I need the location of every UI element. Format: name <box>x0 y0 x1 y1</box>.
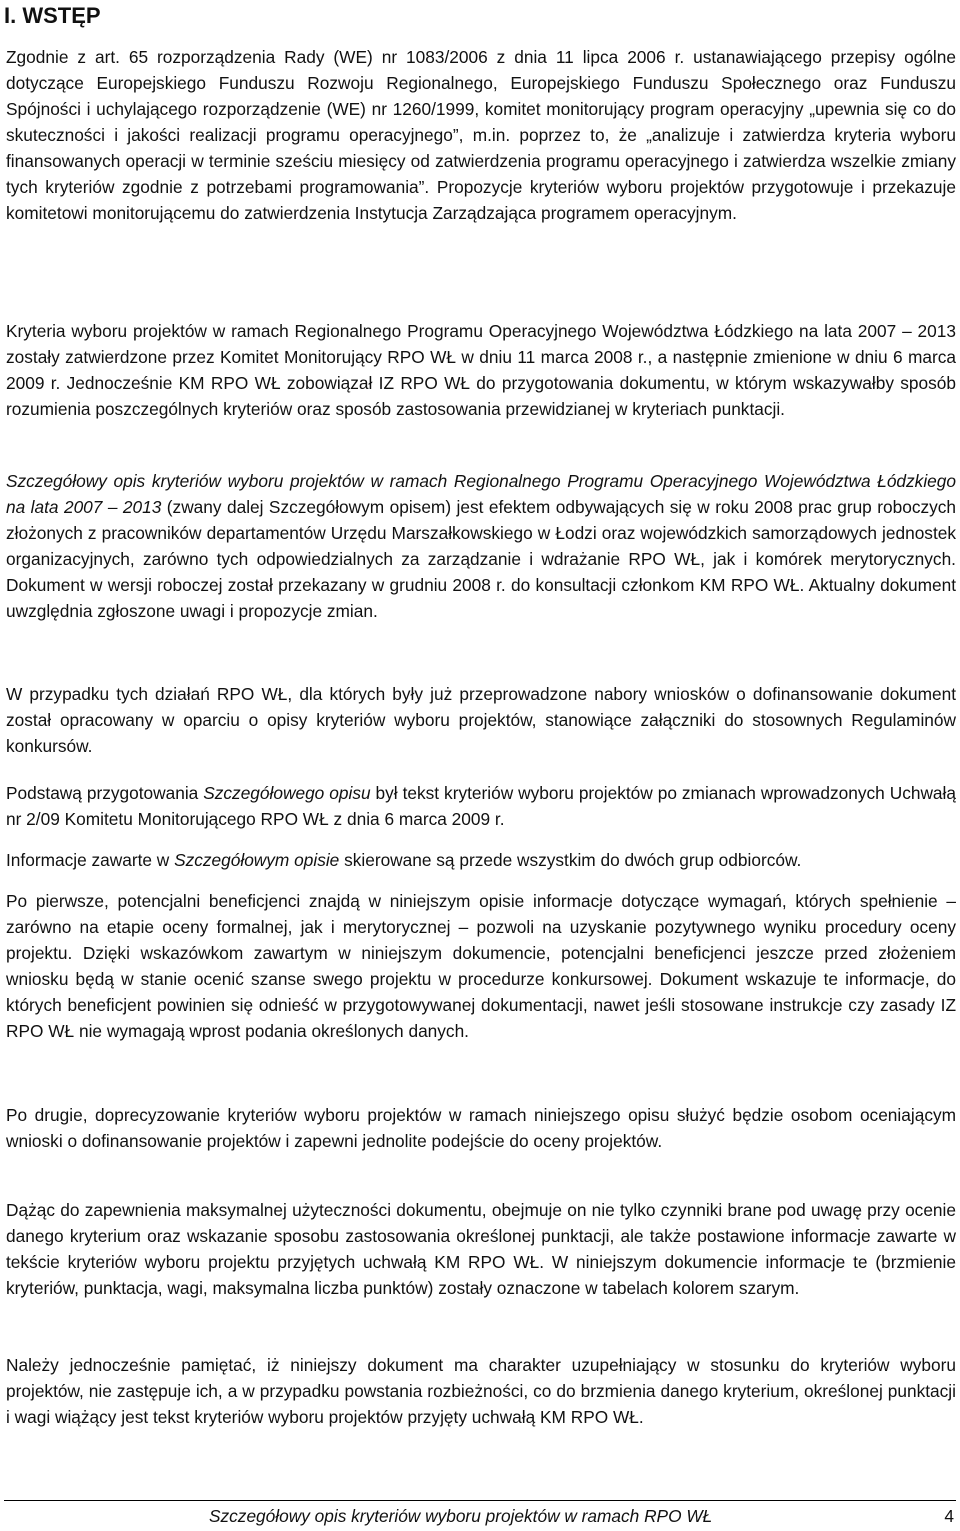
emphasis-text: Szczegółowego opisu <box>203 783 371 803</box>
paragraph-previous-calls: W przypadku tych działań RPO WŁ, dla których były już przeprowadzone nabory wniosków o dofinansowanie dokument został opracowany w oparciu o opisy kryteriów wyboru projektów, stanowiące załączniki do stosownych Regulaminów konkursów. <box>6 684 956 756</box>
paragraph-first-audience: Po pierwsze, potencjalni beneficjenci znajdą w niniejszym opisie informacje dotyczące wymagań, których spełnienie – zarówno na etapie oceny formalnej, jak i merytorycznej – pozwoli na uzyskanie pozytywnego wyniku procedury oceny projektu. Dzięki wskazówkom zawartym w niniejszym dokumencie, potencjalni beneficjenci jeszcze przed złożeniem wniosku będą w stanie ocenić szanse swego projektu w procedurze konkursowej. Dokument wskazuje te informacje, do których beneficjent powinien się odnieść w przygotowywanej dokumentacji, nawet jeśli stosowane instrukcje czy zasady IZ RPO WŁ nie wymagają wprost podania określonych danych. <box>6 891 956 1041</box>
paragraph-criteria-approval: Kryteria wyboru projektów w ramach Regionalnego Programu Operacyjnego Województwa Łódzkiego na lata 2007 – 2013 zostały zatwierdzone przez Komitet Monitorujący RPO WŁ w dniu 11 marca 2008 r., a następnie zmienione w dniu 6 marca 2009 r. Jednocześnie KM RPO WŁ zobowiązał IZ RPO WŁ do przygotowania dokumentu, w którym wskazywałby sposób rozumienia poszczególnych kryteriów oraz sposób zastosowania przewidzianej w kryteriach punktacji. <box>6 321 956 419</box>
paragraph-text: Informacje zawarte w <box>6 850 175 870</box>
emphasis-text: Szczegółowym opisie <box>174 850 340 870</box>
paragraph-text: skierowane są przede wszystkim do dwóch grup odbiorców. <box>339 850 802 870</box>
paragraph-audience <box>6 847 956 873</box>
section-heading: I. WSTĘP <box>4 3 101 28</box>
paragraph-legal-basis: Zgodnie z art. 65 rozporządzenia Rady (WE) nr 1083/2006 z dnia 11 lipca 2006 r. ustanawiającego przepisy ogólne dotyczące Europejskiego Funduszu Rozwoju Regionalnego, Europejskiego Funduszu Społecznego oraz Funduszu Spójności i uchylającego rozporządzenie (WE) nr 1260/1999, komitet monitorujący program operacyjny „upewnia się co do skuteczności i jakości realizacji programu operacyjnego”, m.in. poprzez to, że „analizuje i zatwierdza kryteria wyboru finansowanych operacji w terminie sześciu miesięcy od zatwierdzenia programu operacyjnego i zatwierdza wszelkie zmiany tych kryteriów zgodnie z potrzebami programowania”. Propozycje kryteriów wyboru projektów przygotowuje i przekazuje komitetowi monitorującemu do zatwierdzenia Instytucja Zarządzająca programem operacyjnym. <box>6 47 956 223</box>
paragraph-text: (zwany dalej Szczegółowym opisem) jest efektem odbywających się w roku 2008 prac grup roboczych złożonych z pracowników departamentów Urzędu Marszałkowskiego w Łodzi oraz wojewódzkich samorządowych jednostek organizacyjnych, zarówno tych odpowiedzialnych za zarządzanie i wdrażanie RPO WŁ, jak i komórek merytorycznych. Dokument w wersji roboczej został przekazany w grudniu 2008 r. do konsultacji członkom KM RPO WŁ. Aktualny dokument uwzględnia zgłoszone uwagi i propozycje zmian. <box>6 497 956 621</box>
paragraph-basis <box>6 780 956 832</box>
paragraph-usability: Dążąc do zapewnienia maksymalnej użyteczności dokumentu, obejmuje on nie tylko czynniki brane pod uwagę przy ocenie danego kryterium oraz wskazanie sposobu zastosowania określonej punktacji, ale także postawione informacje zawarte w tekście kryteriów wyboru projektu przyjętych uchwałą KM RPO WŁ. W niniejszym dokumencie informacje te (brzmienie kryteriów, punktacja, wagi, maksymalna liczba punktów) zostały oznaczone w tabelach kolorem szarym. <box>6 1200 956 1298</box>
paragraph-text: Podstawą przygotowania <box>6 783 204 803</box>
paragraph-text: był tekst kryteriów wyboru projektów po zmianach wprowadzonych Uchwałą nr 2/09 Komitetu Monitorującego RPO WŁ z dnia 6 marca 2009 r. <box>6 783 956 829</box>
page-number: 4 <box>944 1506 954 1526</box>
paragraph-note: Należy jednocześnie pamiętać, iż niniejszy dokument ma charakter uzupełniający w stosunku do kryteriów wyboru projektów, nie zastępuje ich, a w przypadku powstania rozbieżności, co do brzmienia danego kryterium, określonej punktacji i wagi wiążący jest tekst kryteriów wyboru projektów przyjęty uchwałą KM RPO WŁ. <box>6 1355 956 1427</box>
paragraph-second-audience: Po drugie, doprecyzowanie kryteriów wyboru projektów w ramach niniejszego opisu służyć będzie osobom oceniającym wnioski o dofinansowanie projektów i zapewni jednolite podejście do oceny projektów. <box>6 1105 956 1151</box>
footer-title: Szczegółowy opis kryteriów wyboru projektów w ramach RPO WŁ <box>209 1506 713 1526</box>
footer-divider <box>4 1500 956 1501</box>
page-footer <box>4 1504 956 1528</box>
document-title-italic: Szczegółowy opis kryteriów wyboru projektów w ramach Regionalnego Programu Operacyjnego Województwa Łódzkiego na lata 2007 – 2013 <box>6 471 956 517</box>
paragraph-document-origin <box>6 468 956 624</box>
